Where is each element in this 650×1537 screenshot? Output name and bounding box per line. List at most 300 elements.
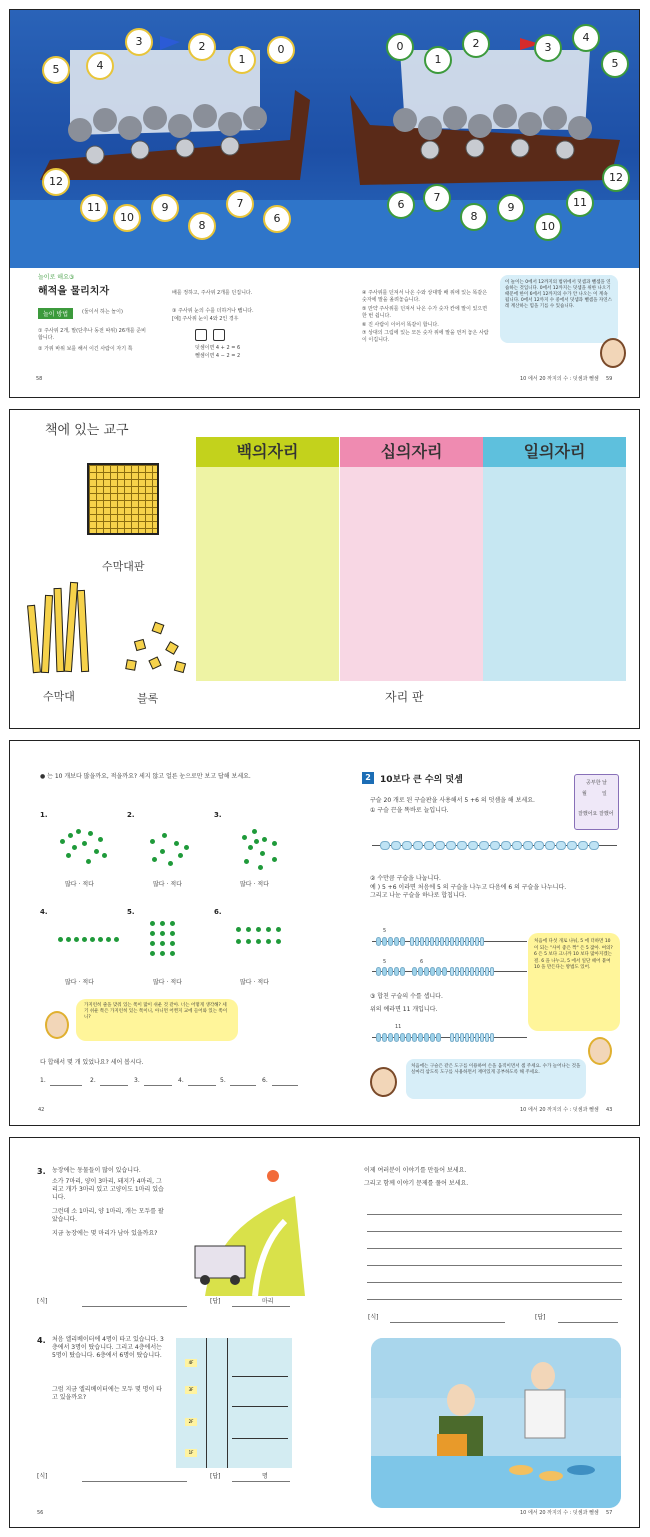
choice-2[interactable]: 많다 · 적다 (153, 881, 182, 888)
fish-market-svg (371, 1338, 621, 1508)
green-dot (252, 829, 257, 834)
step-3-example: 위의 예라면 11 개입니다. (370, 1006, 438, 1013)
writing-line[interactable] (367, 1248, 622, 1249)
bead (418, 967, 423, 976)
green-dot (150, 839, 155, 844)
green-dot (276, 939, 281, 944)
green-dot (88, 831, 93, 836)
page-number-right: 57 (606, 1510, 613, 1516)
block (134, 639, 146, 651)
rule-5: ⑤ 만약 주사위를 던져서 나온 수가 숫자 칸에 말이 있으면 한 번 쉽니다. (362, 306, 488, 319)
bead (420, 937, 424, 946)
bead (490, 967, 494, 976)
die-four (195, 329, 207, 341)
block (125, 659, 137, 671)
green-dot (184, 845, 189, 850)
hundreds-header: 백의자리 (196, 437, 339, 467)
bead (465, 967, 469, 976)
bead (435, 937, 439, 946)
bead (436, 1033, 441, 1042)
calendar-good: 잘했어 (599, 811, 614, 817)
section-title: 10보다 큰 수의 덧셈 (380, 775, 463, 785)
ones-column (483, 437, 626, 681)
boy-speech-bubble: 처음에 다섯 개로 나눠, 5 에 더하면 10 이 되는 "사이 좋은 짝" 은 5 잖아. 여의? 6 은 5 보다 크니까 10 보다 많아지겠는걸. 6 을 나누고, 5 에서 일단 떼어 붙여 10 을 만든다는 방법도 있어. (528, 933, 620, 1031)
farm-illustration (175, 1166, 305, 1296)
step-2-example: 예 ) 5 +6 이라면 처음에 5 의 구슬을 나누고 다음에 6 의 구슬을 나누니다. 그리고 나눈 구슬을 하나로 합칩니다. (370, 884, 567, 899)
elevator-shaft (206, 1338, 228, 1468)
fish (509, 1465, 533, 1475)
bead (402, 841, 412, 850)
story-answer-line[interactable] (558, 1322, 618, 1323)
green-dot (68, 833, 73, 838)
green-number: 7 (423, 184, 451, 212)
answer-3-line[interactable] (144, 1085, 172, 1086)
green-dot (90, 937, 95, 942)
bead (406, 1033, 411, 1042)
place-value-board-label: 자리 판 (385, 690, 424, 704)
green-dot (170, 931, 175, 936)
yellow-number: 10 (113, 204, 141, 232)
green-dot (272, 857, 277, 862)
old-man-head (447, 1384, 475, 1416)
tools-heading: 책에 있는 교구 (45, 423, 129, 438)
writing-line[interactable] (367, 1299, 622, 1300)
bead (501, 841, 511, 850)
bead (475, 1033, 479, 1042)
q3-formula-line[interactable] (82, 1306, 187, 1307)
bead (545, 841, 555, 850)
yellow-number: 3 (125, 28, 153, 56)
q4-formula-line[interactable] (82, 1481, 187, 1482)
green-dot (256, 927, 261, 932)
yellow-number: 1 (228, 46, 256, 74)
bead (446, 841, 456, 850)
green-number: 1 (424, 46, 452, 74)
bead (410, 937, 414, 946)
truck (195, 1246, 245, 1278)
pirate-ships-illustration (10, 10, 640, 268)
bead-instruction: 구슬 20 개로 된 구슬판을 사용해서 5 +6 의 덧셈을 해 보세요. (370, 797, 535, 804)
game-title: 해적을 물리치자 (38, 286, 110, 297)
bead (388, 937, 393, 946)
green-dot (76, 829, 81, 834)
footer-text: 10 에서 20 까지의 수 : 덧셈과 뺄셈 (520, 1510, 599, 1516)
yellow-number: 9 (151, 194, 179, 222)
teacher-avatar (600, 338, 626, 368)
teacher-note: 이 놀이는 0에서 12까지의 범위에서 덧셈과 뺄셈을 연습하는 것입니다. 0에서 12까지는 덧셈을 위한 나오기 때문에 한이 6에서 12까지의 수가 안 나오는 이 계속 됩니다. 0에서 12까지 수 중에서 덧셈과 뺄셈을 자연스레 계산하는 힘을 기를 수 있습니다. (500, 275, 618, 343)
green-dot (254, 839, 259, 844)
item-4-number: 4. (40, 908, 48, 916)
floor-line (232, 1376, 288, 1377)
bead (523, 841, 533, 850)
answer-1-line[interactable] (50, 1085, 82, 1086)
bead (479, 841, 489, 850)
spread-teaching-tools (9, 409, 640, 729)
green-number: 11 (566, 189, 594, 217)
block (174, 661, 186, 673)
q4-sik-label: [식] (37, 1473, 48, 1480)
wheel (200, 1275, 210, 1285)
bead (391, 841, 401, 850)
green-dot (152, 857, 157, 862)
bead (457, 841, 467, 850)
fishmonger-coat (525, 1390, 565, 1438)
count-question: 다 합해서 몇 개 있었나요? 세어 봅시다. (40, 1059, 144, 1066)
answer-6-line[interactable] (272, 1085, 298, 1086)
tens-header: 십의자리 (340, 437, 483, 467)
bead (412, 1033, 417, 1042)
story-intro-2: 그리고 함께 이야기 문제를 풀어 보세요. (364, 1180, 469, 1187)
green-number: 6 (387, 191, 415, 219)
block-label: 블록 (137, 692, 159, 705)
writing-line[interactable] (367, 1265, 622, 1266)
page-number-left: 56 (37, 1510, 44, 1516)
bead (490, 841, 500, 850)
bead (450, 937, 454, 946)
fish (539, 1471, 563, 1481)
bead (512, 841, 522, 850)
bead (455, 937, 459, 946)
rod (77, 590, 89, 672)
section-number: 2 (362, 772, 374, 784)
example-sub: 뺄셈이면 4 − 2 = 2 (195, 353, 241, 359)
blue-flag (160, 36, 180, 50)
green-dot (160, 951, 165, 956)
floor-label: 1F (185, 1449, 197, 1457)
green-number: 5 (601, 50, 629, 78)
yellow-number: 0 (267, 36, 295, 64)
rod (27, 605, 41, 673)
sun (267, 1170, 279, 1182)
block (148, 656, 161, 669)
green-dot (162, 833, 167, 838)
bead (412, 967, 417, 976)
green-dot (150, 941, 155, 946)
bead (455, 967, 459, 976)
q3-line-2: 소가 7마리, 양이 3마리, 돼지가 4마리, 그리고 개가 3마리 있고 고양이도 1마리 있습니다. (52, 1178, 164, 1201)
green-dot (160, 931, 165, 936)
spread-word-problems (9, 1137, 640, 1528)
green-number: 3 (534, 34, 562, 62)
bead (440, 937, 444, 946)
story-sik-label: [식] (368, 1314, 379, 1321)
bead (435, 841, 445, 850)
dots-intro: ● 는 10 개보다 많을까요, 적을까요? 세지 않고 얼른 눈으로만 보고 답해 보세요. (40, 773, 251, 780)
green-dot (150, 921, 155, 926)
bead (470, 967, 474, 976)
bead (589, 841, 599, 850)
fish-market-illustration (371, 1338, 621, 1508)
bead (578, 841, 588, 850)
step-1: ① 구슬 끈을 똑바로 늘입니다. (370, 807, 449, 814)
green-dot (98, 937, 103, 942)
label-five: 5 (383, 928, 387, 934)
rod (54, 588, 65, 672)
yellow-number: 6 (263, 205, 291, 233)
answer-6-label: 6. (262, 1077, 268, 1084)
spread-pirate-game (9, 9, 640, 398)
floor-line (232, 1438, 288, 1439)
bead (445, 937, 449, 946)
bead (394, 967, 399, 976)
green-dot (160, 941, 165, 946)
method-note: (둘이서 하는 놀이) (82, 309, 123, 315)
green-dot (242, 835, 247, 840)
yellow-number: 12 (42, 168, 70, 196)
story-dap-label: [답] (535, 1314, 546, 1321)
bead (485, 1033, 489, 1042)
green-dot (102, 853, 107, 858)
q3-line-3: 그런데 소 1마리, 양 1마리, 개는 모두를 팔았습니다. (52, 1208, 164, 1223)
bead (376, 1033, 381, 1042)
question-4-number: 4. (37, 1336, 46, 1345)
green-number: 9 (497, 194, 525, 222)
answer-5-line[interactable] (230, 1085, 256, 1086)
boy-avatar (588, 1037, 612, 1065)
writing-line[interactable] (367, 1214, 622, 1215)
green-dot (86, 859, 91, 864)
green-dot (160, 849, 165, 854)
fish-counter (371, 1456, 621, 1508)
page-number-right: 43 (606, 1107, 613, 1113)
q4-line-2: 그럼 지금 엘리베이터에는 모두 몇 명이 타고 있을까요? (52, 1386, 162, 1401)
green-dot (174, 841, 179, 846)
green-number: 0 (386, 33, 414, 61)
bead (425, 937, 429, 946)
bead (450, 1033, 454, 1042)
answer-2-label: 2. (90, 1077, 96, 1084)
bead (388, 967, 393, 976)
basket (437, 1434, 467, 1456)
rule-6: ⑥ 진 사람이 이어서 똑같이 합니다. (362, 322, 439, 328)
green-dot (72, 845, 77, 850)
label-eleven: 11 (395, 1024, 402, 1030)
q3-line-1: 농장에는 동물들이 많이 있습니다. (52, 1167, 141, 1174)
yellow-number: 7 (226, 190, 254, 218)
writing-line[interactable] (367, 1231, 622, 1232)
teacher-avatar-2 (370, 1067, 397, 1097)
fishmonger-head (531, 1362, 555, 1390)
green-dot (266, 939, 271, 944)
choice-1[interactable]: 많다 · 적다 (65, 881, 94, 888)
rule-3: ③ 주사위 눈의 수를 더하거나 뺍니다. (172, 308, 254, 314)
bead (376, 967, 381, 976)
green-dot (178, 853, 183, 858)
green-dot (66, 853, 71, 858)
bead (480, 937, 484, 946)
answer-4-label: 4. (178, 1077, 184, 1084)
floor-line (232, 1406, 288, 1407)
bead (470, 937, 474, 946)
green-number: 2 (462, 30, 490, 58)
writing-line[interactable] (367, 1282, 622, 1283)
elevator-illustration (176, 1338, 292, 1468)
bead (460, 1033, 464, 1042)
fish (567, 1465, 595, 1475)
green-dot (82, 841, 87, 846)
calendar-great: 잘했어요 (578, 811, 598, 817)
yellow-number: 11 (80, 194, 108, 222)
bead (490, 1033, 494, 1042)
green-dot (266, 927, 271, 932)
q4-dap-label: [답] (210, 1473, 221, 1480)
page-number-left: 58 (36, 376, 43, 382)
footer-text: 10 에서 20 까지의 수 : 덧셈과 뺄셈 (520, 1107, 599, 1113)
bead (455, 1033, 459, 1042)
green-dot (60, 839, 65, 844)
bead (430, 967, 435, 976)
green-dot (66, 937, 71, 942)
yellow-number: 4 (86, 52, 114, 80)
green-dot (262, 837, 267, 842)
hundred-board-label: 수막대판 (102, 560, 145, 573)
bead (567, 841, 577, 850)
bead (376, 937, 381, 946)
q3-dap-label: [답] (210, 1298, 221, 1305)
answer-3-label: 3. (134, 1077, 140, 1084)
bead (400, 937, 405, 946)
farm-svg (175, 1166, 305, 1296)
page-number-left: 42 (38, 1107, 45, 1113)
green-dot (272, 841, 277, 846)
item-5-number: 5. (127, 908, 135, 916)
green-dot (246, 939, 251, 944)
yellow-number: 2 (188, 33, 216, 61)
label-six: 6 (420, 959, 424, 965)
bead (465, 937, 469, 946)
bead (400, 1033, 405, 1042)
green-dot (248, 845, 253, 850)
bead (442, 967, 447, 976)
block (165, 641, 179, 655)
green-number: 10 (534, 213, 562, 241)
ones-header: 일의자리 (483, 437, 626, 467)
calendar-month: 월 (582, 791, 587, 797)
green-dot (150, 951, 155, 956)
green-dot (106, 937, 111, 942)
item-6-number: 6. (214, 908, 222, 916)
green-dot (114, 937, 119, 942)
bead (475, 967, 479, 976)
bead (415, 937, 419, 946)
green-dot (244, 859, 249, 864)
question-3-number: 3. (37, 1167, 46, 1176)
q3-line-4: 지금 농장에는 몇 마리가 남아 있을까요? (52, 1230, 158, 1237)
green-dot (94, 849, 99, 854)
q4-unit: 명 (262, 1473, 268, 1480)
bead (382, 937, 387, 946)
bead (450, 967, 454, 976)
footer-text: 10 에서 20 까지의 수 : 덧셈과 뺄셈 (520, 376, 599, 382)
choice-5[interactable]: 많다 · 적다 (153, 979, 182, 986)
bead (480, 1033, 484, 1042)
rule-1: ① 주사위 2개, 말(단추나 동전 따위) 26개를 준비합니다. (38, 328, 146, 341)
green-dot (170, 941, 175, 946)
answer-1-label: 1. (40, 1077, 46, 1084)
yellow-number: 8 (188, 212, 216, 240)
method-label: 놀이 방법 (38, 308, 73, 319)
bead (470, 1033, 474, 1042)
wall (371, 1338, 621, 1398)
bead (424, 967, 429, 976)
rule-2-cont: 배를 정하고, 주사위 2개를 던집니다. (172, 290, 253, 296)
label-five-again: 5 (383, 959, 387, 965)
bead (382, 967, 387, 976)
q4-answer-line[interactable] (232, 1481, 290, 1482)
floor-label: 3F (185, 1386, 197, 1394)
green-dot (150, 931, 155, 936)
green-dot (170, 951, 175, 956)
bead (400, 967, 405, 976)
green-dot (82, 937, 87, 942)
example-add: 덧셈이면 4 + 2 = 6 (195, 345, 241, 351)
choice-4[interactable]: 많다 · 적다 (65, 979, 94, 986)
answer-2-line[interactable] (100, 1085, 128, 1086)
choice-6[interactable]: 많다 · 적다 (240, 979, 269, 986)
bead (468, 841, 478, 850)
green-dot (236, 927, 241, 932)
green-dot (246, 927, 251, 932)
block (152, 622, 165, 635)
rule-4: ④ 주사위를 던져서 나온 수와 상대방 배 위에 있는 똑같은 숫자에 말을 올려놓습니다. (362, 290, 488, 303)
green-dot (276, 927, 281, 932)
green-dot (258, 865, 263, 870)
example-label: [예] 주사위 눈이 4와 2인 경우 (172, 316, 239, 322)
green-dot (236, 939, 241, 944)
answer-4-line[interactable] (188, 1085, 216, 1086)
answer-5-label: 5. (220, 1077, 226, 1084)
bead (413, 841, 423, 850)
green-dot (74, 937, 79, 942)
green-dot (58, 937, 63, 942)
green-dot (256, 939, 261, 944)
green-dot (168, 861, 173, 866)
hundreds-column (196, 437, 339, 681)
bead (475, 937, 479, 946)
green-dot (260, 851, 265, 856)
item-3-number: 3. (214, 811, 222, 819)
rod-label: 수막대 (43, 690, 75, 703)
bead (430, 1033, 435, 1042)
rule-7: ⑦ 상대의 그림에 있는 모든 숫자 위에 말을 먼저 놓은 사람이 이깁니다. (362, 330, 489, 343)
story-formula-line[interactable] (390, 1322, 505, 1323)
item-1-number: 1. (40, 811, 48, 819)
tens-column (340, 437, 483, 681)
choice-3[interactable]: 많다 · 적다 (240, 881, 269, 888)
bead (424, 1033, 429, 1042)
teacher-note-2: 처음에는 구슬은 같은 도구를 이용하여 손을 움직이면서 셈 주세요. 수가 늘어나는 것을 실마리 삼도록 도구를 사용하면서 재미있게 공부하도록 해 주세요. (406, 1059, 586, 1099)
bead (480, 967, 484, 976)
green-dot (160, 921, 165, 926)
page-number-right: 59 (606, 376, 613, 382)
green-dot (98, 837, 103, 842)
hundred-board (87, 463, 159, 535)
bead (485, 967, 489, 976)
q3-sik-label: [식] (37, 1298, 48, 1305)
bead (424, 841, 434, 850)
q3-answer-line[interactable] (232, 1306, 290, 1307)
bead (465, 1033, 469, 1042)
wheel (230, 1275, 240, 1285)
green-number: 8 (460, 203, 488, 231)
girl-avatar (45, 1011, 69, 1039)
bead (394, 937, 399, 946)
girl-speech-bubble: 가지런히 줄을 맞춰 있는 쪽이 많이 쉬운 것 같아. 너는 어떻게 생각해? 세기 쉬운 쪽은 가지런히 있는 쪽이니, 아니면 어쩐지 교에 들어와 있는 쪽이니? (76, 999, 238, 1041)
floor-label: 4F (185, 1359, 197, 1367)
die-two (213, 329, 225, 341)
calendar-title: 공부한 날 (586, 780, 607, 786)
spread-dots-and-beads (9, 740, 640, 1126)
